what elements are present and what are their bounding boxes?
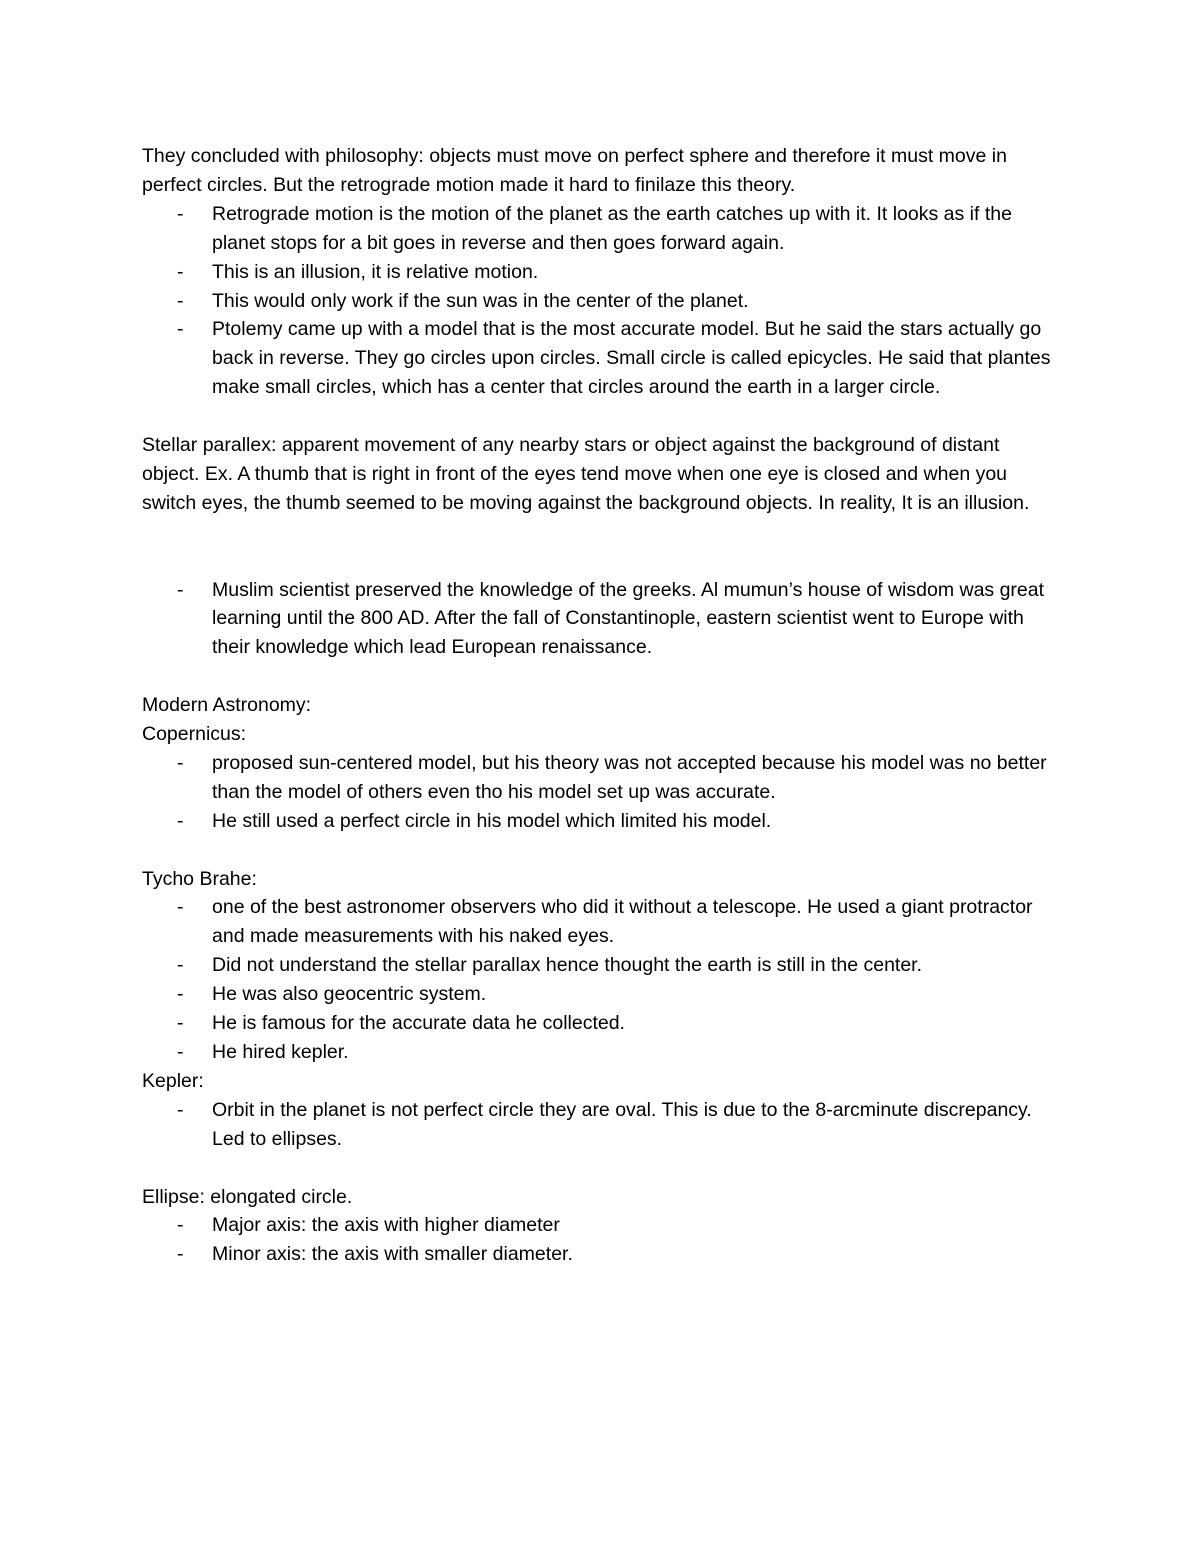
copernicus-heading: Copernicus:: [142, 723, 247, 746]
list-item-text: He still used a perfect circle in his model which limited his model.: [212, 809, 772, 832]
spacer: [142, 518, 1062, 547]
dash-marker: -: [177, 809, 184, 832]
dash-marker: -: [177, 983, 184, 1006]
list-item: [142, 1096, 1062, 1154]
spacer: [142, 402, 1062, 431]
modern-astronomy-heading: Modern Astronomy:: [142, 694, 312, 717]
list-item-text: He is famous for the accurate data he collected.: [212, 1012, 625, 1035]
muslim-scientist-list: [142, 576, 1062, 663]
list-item: [142, 980, 1062, 1009]
list-item: [142, 1038, 1062, 1067]
dash-marker: -: [177, 896, 184, 919]
list-item: [142, 893, 1062, 951]
list-item-text: Retrograde motion is the motion of the planet as the earth catches up with it. It looks as if the planet stops for a bit goes in reverse and then goes forward again.: [212, 202, 1012, 254]
ellipse-list: [142, 1211, 1062, 1269]
dash-marker: -: [177, 1243, 184, 1266]
list-item: [142, 576, 1062, 663]
spacer: [142, 836, 1062, 865]
list-item-text: Muslim scientist preserved the knowledge of the greeks. Al mumun’s house of wisdom was great learning until the 800 AD. After the fall of Constantinople, eastern scientist went to Europe with their knowledge which lead European renaissance.: [212, 578, 1045, 659]
tycho-brahe-list: [142, 893, 1062, 1066]
dash-marker: -: [177, 1041, 184, 1064]
list-item-text: Orbit in the planet is not perfect circle they are oval. This is due to the 8-arcminute discrepancy. Led to ellipses.: [212, 1098, 1032, 1150]
dash-marker: -: [177, 202, 184, 225]
list-item: [142, 258, 1062, 287]
list-item-text: This would only work if the sun was in the center of the planet.: [212, 289, 749, 312]
spacer: [142, 1154, 1062, 1183]
dash-marker: -: [177, 1012, 184, 1035]
stellar-parallex-paragraph: Stellar parallex: apparent movement of any nearby stars or object against the background of distant object. Ex. A thumb that is right in front of the eyes tend move when one eye is closed and when you switch eyes, the thumb seemed to be moving against the background objects. In reality, It is an illusion.: [142, 434, 1030, 514]
list-item-text: one of the best astronomer observers who did it without a telescope. He used a giant protractor and made measurements with his naked eyes.: [212, 896, 1033, 948]
kepler-heading: Kepler:: [142, 1069, 204, 1092]
philosophy-intro: They concluded with philosophy: objects must move on perfect sphere and therefore it must move in perfect circles. But the retrograde motion made it hard to finilaze this theory.: [142, 145, 1007, 196]
list-item: [142, 1009, 1062, 1038]
list-item: [142, 315, 1062, 402]
list-item: [142, 749, 1062, 807]
dash-marker: -: [177, 1098, 184, 1121]
list-item: [142, 200, 1062, 258]
list-item-text: He was also geocentric system.: [212, 983, 487, 1006]
retrograde-list: [142, 200, 1062, 402]
list-item: [142, 807, 1062, 836]
dash-marker: -: [177, 751, 184, 774]
tycho-brahe-heading: Tycho Brahe:: [142, 867, 257, 890]
list-item: [142, 1211, 1062, 1240]
list-item-text: Minor axis: the axis with smaller diameter.: [212, 1243, 573, 1266]
ellipse-heading: Ellipse: elongated circle.: [142, 1185, 353, 1208]
spacer: [142, 547, 1062, 576]
dash-marker: -: [177, 260, 184, 283]
list-item-text: This is an illusion, it is relative motion.: [212, 260, 539, 283]
list-item: [142, 1240, 1062, 1269]
dash-marker: -: [177, 954, 184, 977]
dash-marker: -: [177, 1214, 184, 1237]
list-item-text: He hired kepler.: [212, 1041, 349, 1064]
list-item-text: Did not understand the stellar parallax hence thought the earth is still in the center.: [212, 954, 923, 977]
list-item-text: Major axis: the axis with higher diameter: [212, 1214, 560, 1237]
kepler-list: [142, 1096, 1062, 1154]
copernicus-list: [142, 749, 1062, 836]
list-item: [142, 287, 1062, 316]
dash-marker: -: [177, 318, 184, 341]
list-item: [142, 951, 1062, 980]
document-body: [142, 142, 1062, 1269]
dash-marker: -: [177, 289, 184, 312]
spacer: [142, 662, 1062, 691]
list-item-text: proposed sun-centered model, but his theory was not accepted because his model was no better than the model of others even tho his model set up was accurate.: [212, 751, 1047, 803]
dash-marker: -: [177, 578, 184, 601]
list-item-text: Ptolemy came up with a model that is the most accurate model. But he said the stars actually go back in reverse. They go circles upon circles. Small circle is called epicycles. He said that plantes make small circles, which has a center that circles around the earth in a larger circle.: [212, 318, 1051, 399]
